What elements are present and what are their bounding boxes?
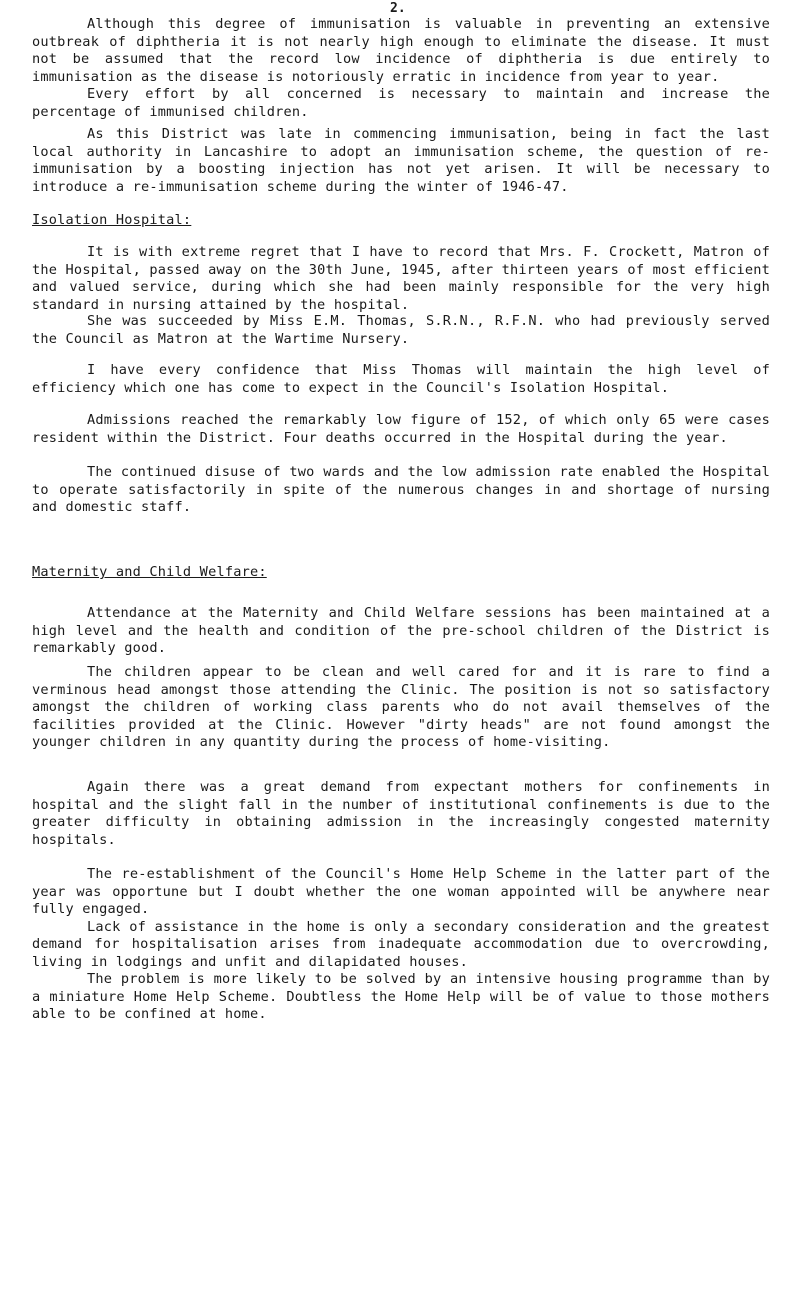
- paragraph-successor: She was succeeded by Miss E.M. Thomas, S.R.N., R.F.N. who had previously served the Council as Matron at the Wartime Nursery.: [32, 313, 770, 347]
- paragraph-children-cleanliness: The children appear to be clean and well cared for and it is rare to find a verminous head amongst those attending the Clinic. The position is not so satisfactory amongst the children of working class parents who do not avail themselves of the facilities provided at the Clinic. However "dirty heads" are not found amongst the younger children in any quantity during the process of home-visiting.: [32, 664, 770, 750]
- children-cleanliness-section: [32, 664, 770, 752]
- heading-isolation-hospital: [32, 212, 191, 230]
- paragraph-confidence: I have every confidence that Miss Thomas will maintain the high level of efficiency which one has come to expect in the Council's Isolation Hospital.: [32, 362, 770, 396]
- paragraph-reimmunisation: As this District was late in commencing immunisation, being in fact the last local authority in Lancashire to adopt an immunisation scheme, the question of re-immunisation by a boosting injection has not yet arisen. It will be necessary to introduce a re-immunisation scheme during the winter of 1946-47.: [32, 126, 770, 195]
- paragraph-admissions: Admissions reached the remarkably low figure of 152, of which only 65 were cases resident within the District. Four deaths occurred in the Hospital during the year.: [32, 412, 770, 446]
- paragraph-attendance: Attendance at the Maternity and Child Welfare sessions has been maintained at a high level and the health and condition of the pre-school children of the District is remarkably good.: [32, 605, 770, 656]
- attendance-section: [32, 605, 770, 658]
- heading-isolation-hospital-text: Isolation Hospital:: [32, 212, 192, 228]
- heading-maternity-child-welfare-text: Maternity and Child Welfare:: [32, 564, 267, 580]
- paragraph-lack-of-assistance: Lack of assistance in the home is only a secondary consideration and the greatest demand for hospitalisation arises from inadequate accommodation due to overcrowding, living in lodgings and unfit and dilapidated houses.: [32, 918, 770, 970]
- immunisation-section: [32, 16, 770, 121]
- heading-maternity-child-welfare: [32, 564, 267, 582]
- matron-obituary-section: [32, 244, 770, 314]
- paragraph-every-effort: Every effort by all concerned is necessary to maintain and increase the percentage of immunised children.: [32, 86, 770, 120]
- page-number: 2.: [390, 1, 406, 16]
- reimmunisation-section: [32, 126, 770, 196]
- paragraph-confinements: Again there was a great demand from expectant mothers for confinements in hospital and the slight fall in the number of institutional confinements is due to the greater difficulty in obtaining admission in the increasingly congested maternity hospitals.: [32, 779, 770, 848]
- home-help-section: [32, 866, 770, 1024]
- confinements-section: [32, 779, 770, 849]
- paragraph-wards: The continued disuse of two wards and the low admission rate enabled the Hospital to operate satisfactorily in spite of the numerous changes in and shortage of nursing and domestic staff.: [32, 464, 770, 515]
- wards-section: [32, 464, 770, 517]
- paragraph-matron-obituary: It is with extreme regret that I have to record that Mrs. F. Crockett, Matron of the Hospital, passed away on the 30th June, 1945, after thirteen years of most efficient and valued service, during which she had been mainly responsible for the very high standard in nursing attained by the hospital.: [32, 244, 770, 313]
- confidence-section: [32, 362, 770, 397]
- paragraph-immunisation-value: Although this degree of immunisation is valuable in preventing an extensive outbreak of diphtheria it is not nearly high enough to eliminate the disease. It must not be assumed that the record low incidence of diphtheria is due entirely to immunisation as the disease is notoriously erratic in incidence from year to year.: [32, 16, 770, 85]
- successor-section: [32, 313, 770, 348]
- admissions-section: [32, 412, 770, 447]
- paragraph-housing-programme: The problem is more likely to be solved by an intensive housing programme than by a miniature Home Help Scheme. Doubtless the Home Help will be of value to those mothers able to be confined at home.: [32, 971, 770, 1022]
- paragraph-home-help: The re-establishment of the Council's Home Help Scheme in the latter part of the year was opportune but I doubt whether the one woman appointed will be anywhere near fully engaged.: [32, 866, 770, 917]
